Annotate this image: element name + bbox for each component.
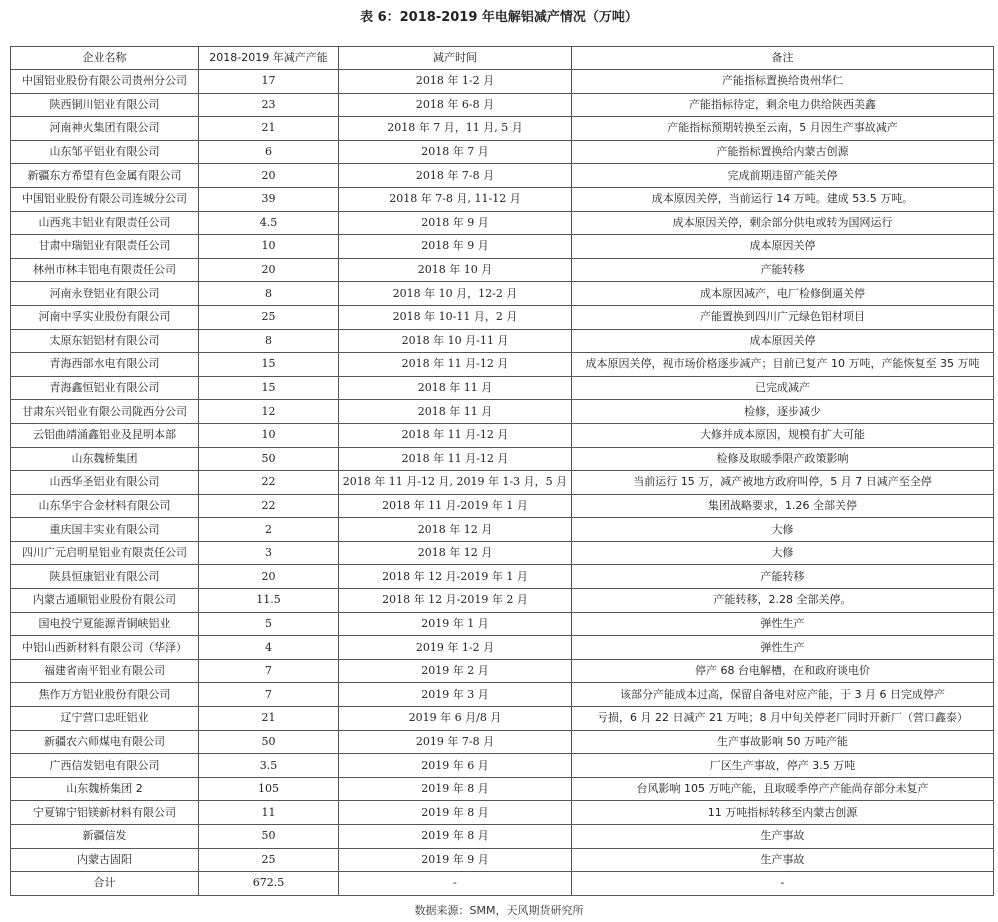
data-source: 数据来源：SMM，天风期货研究所 (414, 904, 584, 917)
company-cell: 国电投宁夏能源青铜峡铝业 (11, 612, 199, 636)
notes-cell: 11 万吨指标转移至内蒙古创源 (572, 801, 994, 825)
capacity-cell: 105 (199, 777, 339, 801)
time-cell: 2019 年 9 月 (339, 848, 572, 872)
time-cell: 2018 年 11 月-12 月, 2019 年 1-3 月，5 月 (339, 471, 572, 495)
company-cell: 山西兆丰铝业有限责任公司 (11, 211, 199, 235)
notes-cell: 产能转移，2.28 全部关停。 (572, 589, 994, 613)
capacity-cell: 672.5 (199, 872, 339, 896)
notes-cell: 成本原因关停 (572, 235, 994, 259)
notes-cell: 大修 (572, 518, 994, 542)
company-cell: 太原东铝铝材有限公司 (11, 329, 199, 353)
company-cell: 林州市林丰铝电有限责任公司 (11, 258, 199, 282)
time-cell: 2018 年 9 月 (339, 211, 572, 235)
capacity-cell: 15 (199, 376, 339, 400)
table-row (11, 659, 994, 683)
notes-cell: 当前运行 15 万，减产被地方政府叫停，5 月 7 日减产至全停 (572, 471, 994, 495)
notes-cell: 检修，逐步减少 (572, 400, 994, 424)
table-title: 表 6：2018-2019 年电解铝减产情况（万吨） (360, 10, 638, 25)
notes-cell: 生产事故影响 50 万吨产能 (572, 730, 994, 754)
table-row (11, 353, 994, 377)
company-cell: 山东魏桥集团 (11, 447, 199, 471)
capacity-cell: 50 (199, 447, 339, 471)
capacity-cell: 10 (199, 423, 339, 447)
notes-cell: 生产事故 (572, 825, 994, 849)
capacity-cell: 6 (199, 140, 339, 164)
capacity-cell: 3 (199, 541, 339, 565)
time-cell: 2018 年 11 月 (339, 376, 572, 400)
time-cell: 2018 年 9 月 (339, 235, 572, 259)
notes-cell: 亏损，6 月 22 日减产 21 万吨；8 月中旬关停老厂同时开新厂（营口鑫泰） (572, 707, 994, 731)
table-row (11, 589, 994, 613)
company-cell: 重庆国丰实业有限公司 (11, 518, 199, 542)
header-row (11, 47, 994, 70)
capacity-cell: 11.5 (199, 589, 339, 613)
table-row (11, 305, 994, 329)
time-cell: 2019 年 3 月 (339, 683, 572, 707)
notes-cell: 成本原因关停，剩余部分供电或转为国网运行 (572, 211, 994, 235)
company-cell: 山东魏桥集团 2 (11, 777, 199, 801)
table-row (11, 541, 994, 565)
table-row (11, 93, 994, 117)
company-cell: 山东华宇合金材料有限公司 (11, 494, 199, 518)
capacity-cell: 20 (199, 258, 339, 282)
table-row (11, 258, 994, 282)
time-cell: 2018 年 10 月，12-2 月 (339, 282, 572, 306)
time-cell: 2019 年 1 月 (339, 612, 572, 636)
time-cell: 2018 年 10 月 (339, 258, 572, 282)
table-row (11, 848, 994, 872)
company-cell: 内蒙古通顺铝业股份有限公司 (11, 589, 199, 613)
company-cell: 合计 (11, 872, 199, 896)
company-cell: 中国铝业股份有限公司连城分公司 (11, 187, 199, 211)
capacity-cell: 7 (199, 683, 339, 707)
table-row (11, 565, 994, 589)
capacity-cell: 10 (199, 235, 339, 259)
time-cell: 2018 年 7-8 月, 11-12 月 (339, 187, 572, 211)
table-row (11, 801, 994, 825)
notes-cell: 产能指标置换给贵州华仁 (572, 70, 994, 94)
capacity-cell: 7 (199, 659, 339, 683)
company-cell: 焦作万方铝业股份有限公司 (11, 683, 199, 707)
capacity-cell: 50 (199, 730, 339, 754)
notes-cell: 成本原因关停 (572, 329, 994, 353)
table-row (11, 376, 994, 400)
notes-cell: 成本原因关停，当前运行 14 万吨。建成 53.5 万吨。 (572, 187, 994, 211)
table-row (11, 707, 994, 731)
company-cell: 福建省南平铝业有限公司 (11, 659, 199, 683)
notes-cell: 产能指标待定，剩余电力供给陕西美鑫 (572, 93, 994, 117)
table-row (11, 447, 994, 471)
company-cell: 山西华圣铝业有限公司 (11, 471, 199, 495)
table-row (11, 164, 994, 188)
company-cell: 陕西铜川铝业有限公司 (11, 93, 199, 117)
company-cell: 内蒙古固阳 (11, 848, 199, 872)
company-cell: 广西信发铝电有限公司 (11, 754, 199, 778)
table-row (11, 777, 994, 801)
table-row (11, 282, 994, 306)
table-row (11, 872, 994, 896)
table-row (11, 235, 994, 259)
capacity-cell: 8 (199, 329, 339, 353)
time-cell: 2018 年 11 月 (339, 400, 572, 424)
table-row (11, 494, 994, 518)
capacity-cell: 25 (199, 848, 339, 872)
table-row (11, 117, 994, 141)
notes-cell: 该部分产能成本过高，保留自备电对应产能，于 3 月 6 日完成停产 (572, 683, 994, 707)
time-cell: 2018 年 12 月 (339, 518, 572, 542)
notes-cell: 产能置换到四川广元绿色铝材项目 (572, 305, 994, 329)
company-cell: 中国铝业股份有限公司贵州分公司 (11, 70, 199, 94)
capacity-cell: 17 (199, 70, 339, 94)
company-cell: 河南永登铝业有限公司 (11, 282, 199, 306)
time-cell: 2018 年 7 月 (339, 140, 572, 164)
notes-cell: 弹性生产 (572, 612, 994, 636)
time-cell: 2018 年 10 月-11 月 (339, 329, 572, 353)
time-cell: 2019 年 6 月 (339, 754, 572, 778)
capacity-cell: 25 (199, 305, 339, 329)
capacity-cell: 21 (199, 117, 339, 141)
notes-cell: 大修 (572, 541, 994, 565)
table-row (11, 471, 994, 495)
notes-cell: 成本原因关停，视市场价格逐步减产；目前已复产 10 万吨，产能恢复至 35 万吨 (572, 353, 994, 377)
header-capacity: 2018-2019 年减产产能 (199, 47, 339, 70)
time-cell: 2018 年 7-8 月 (339, 164, 572, 188)
company-cell: 青海西部水电有限公司 (11, 353, 199, 377)
table-body (11, 70, 994, 896)
capacity-cell: 20 (199, 164, 339, 188)
table-row (11, 612, 994, 636)
company-cell: 中铝山西新材料有限公司（华泽） (11, 636, 199, 660)
company-cell: 辽宁营口忠旺铝业 (11, 707, 199, 731)
company-cell: 云铝曲靖涌鑫铝业及昆明本部 (11, 423, 199, 447)
notes-cell: - (572, 872, 994, 896)
table-row (11, 683, 994, 707)
capacity-cell: 20 (199, 565, 339, 589)
capacity-cell: 11 (199, 801, 339, 825)
table-row (11, 518, 994, 542)
reduction-table (10, 46, 994, 896)
table-row (11, 636, 994, 660)
header-notes: 备注 (572, 47, 994, 70)
time-cell: 2018 年 10-11 月，2 月 (339, 305, 572, 329)
capacity-cell: 15 (199, 353, 339, 377)
company-cell: 甘肃中瑞铝业有限责任公司 (11, 235, 199, 259)
table-row (11, 400, 994, 424)
table-row (11, 754, 994, 778)
time-cell: 2019 年 1-2 月 (339, 636, 572, 660)
company-cell: 山东邹平铝业有限公司 (11, 140, 199, 164)
table-row (11, 329, 994, 353)
header-company: 企业名称 (11, 47, 199, 70)
capacity-cell: 2 (199, 518, 339, 542)
table-row (11, 825, 994, 849)
table-row (11, 211, 994, 235)
capacity-cell: 23 (199, 93, 339, 117)
notes-cell: 产能指标置换给内蒙古创源 (572, 140, 994, 164)
notes-cell: 完成前期违留产能关停 (572, 164, 994, 188)
notes-cell: 厂区生产事故，停产 3.5 万吨 (572, 754, 994, 778)
capacity-cell: 50 (199, 825, 339, 849)
header-time: 减产时间 (339, 47, 572, 70)
company-cell: 宁夏锦宁铝镁新材料有限公司 (11, 801, 199, 825)
company-cell: 四川广元启明星铝业有限责任公司 (11, 541, 199, 565)
notes-cell: 集团战略要求，1.26 全部关停 (572, 494, 994, 518)
company-cell: 新疆东方希望有色金属有限公司 (11, 164, 199, 188)
notes-cell: 检修及取暖季限产政策影响 (572, 447, 994, 471)
time-cell: 2018 年 12 月 (339, 541, 572, 565)
company-cell: 陕县恒康铝业有限公司 (11, 565, 199, 589)
time-cell: 2019 年 8 月 (339, 777, 572, 801)
table-row (11, 730, 994, 754)
notes-cell: 产能转移 (572, 258, 994, 282)
time-cell: 2018 年 11 月-12 月 (339, 423, 572, 447)
notes-cell: 大修并成本原因，规模有扩大可能 (572, 423, 994, 447)
notes-cell: 生产事故 (572, 848, 994, 872)
notes-cell: 台风影响 105 万吨产能，且取暖季停产产能尚存部分未复产 (572, 777, 994, 801)
capacity-cell: 21 (199, 707, 339, 731)
capacity-cell: 12 (199, 400, 339, 424)
time-cell: 2019 年 2 月 (339, 659, 572, 683)
notes-cell: 已完成减产 (572, 376, 994, 400)
capacity-cell: 39 (199, 187, 339, 211)
time-cell: 2019 年 8 月 (339, 825, 572, 849)
time-cell: 2018 年 12 月-2019 年 2 月 (339, 589, 572, 613)
company-cell: 甘肃东兴铝业有限公司陇西分公司 (11, 400, 199, 424)
company-cell: 河南神火集团有限公司 (11, 117, 199, 141)
time-cell: 2019 年 7-8 月 (339, 730, 572, 754)
time-cell: 2018 年 7 月，11 月, 5 月 (339, 117, 572, 141)
company-cell: 新疆信发 (11, 825, 199, 849)
capacity-cell: 5 (199, 612, 339, 636)
time-cell: 2018 年 6-8 月 (339, 93, 572, 117)
notes-cell: 弹性生产 (572, 636, 994, 660)
time-cell: 2018 年 12 月-2019 年 1 月 (339, 565, 572, 589)
table-row (11, 423, 994, 447)
notes-cell: 成本原因减产，电厂检修倒逼关停 (572, 282, 994, 306)
table-row (11, 140, 994, 164)
company-cell: 青海鑫恒铝业有限公司 (11, 376, 199, 400)
capacity-cell: 8 (199, 282, 339, 306)
capacity-cell: 3.5 (199, 754, 339, 778)
table-row (11, 187, 994, 211)
time-cell: 2019 年 8 月 (339, 801, 572, 825)
time-cell: 2018 年 11 月-2019 年 1 月 (339, 494, 572, 518)
time-cell: 2019 年 6 月/8 月 (339, 707, 572, 731)
notes-cell: 停产 68 台电解槽，在和政府谈电价 (572, 659, 994, 683)
notes-cell: 产能指标预期转换至云南，5 月因生产事故减产 (572, 117, 994, 141)
notes-cell: 产能转移 (572, 565, 994, 589)
capacity-cell: 22 (199, 494, 339, 518)
company-cell: 河南中孚实业股份有限公司 (11, 305, 199, 329)
capacity-cell: 4 (199, 636, 339, 660)
time-cell: 2018 年 1-2 月 (339, 70, 572, 94)
company-cell: 新疆农六师煤电有限公司 (11, 730, 199, 754)
table-row (11, 70, 994, 94)
time-cell: 2018 年 11 月-12 月 (339, 353, 572, 377)
capacity-cell: 22 (199, 471, 339, 495)
time-cell: - (339, 872, 572, 896)
time-cell: 2018 年 11 月-12 月 (339, 447, 572, 471)
capacity-cell: 4.5 (199, 211, 339, 235)
